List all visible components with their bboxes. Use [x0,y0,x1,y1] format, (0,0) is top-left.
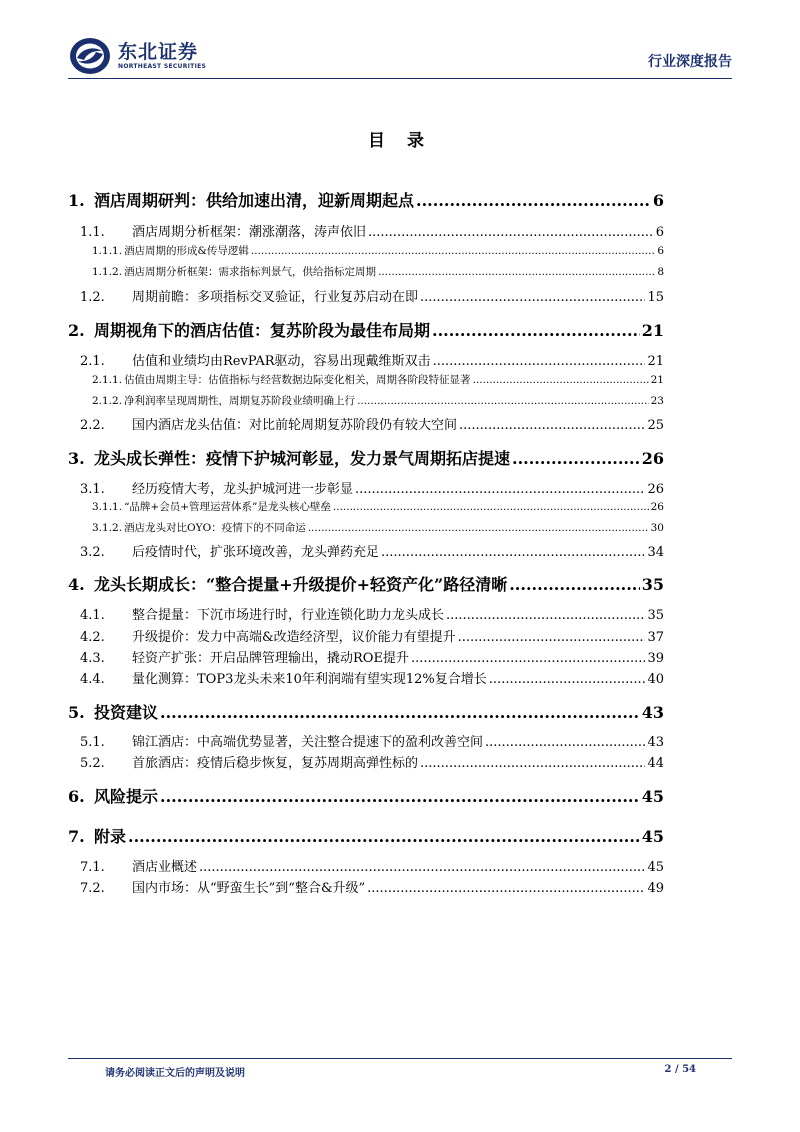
toc-entry-page: 45 [641,787,664,806]
toc-entry-level-2[interactable] [68,731,664,750]
toc-entry-page: 44 [647,756,664,771]
toc-entry-title: 龙头成长弹性：疫情下护城河彰显，发力景气周期拓店提速 [94,449,511,468]
toc-entry-level-2[interactable] [68,286,664,305]
toc-entry-number: 4.3. [80,651,105,666]
toc-entry-number: 7.1. [80,860,105,875]
toc-entry-page: 6 [657,245,664,257]
toc-entry-level-2[interactable] [68,626,664,645]
toc-entry-level-3[interactable] [68,499,664,514]
toc-entry-page: 30 [650,522,664,534]
toc-entry-title: 国内酒店龙头估值：对比前轮周期复苏阶段仍有较大空间 [132,418,458,433]
toc-dot-leader [357,395,649,407]
toc-entry-title: 升级提价：发力中高端&改造经济型，议价能力有望提升 [132,630,456,645]
toc-entry-number: 1.1.1. [92,245,123,257]
toc-entry-level-1[interactable] [68,446,664,469]
toc-entry-page: 26 [641,449,664,468]
toc-entry-title: 龙头长期成长：“整合提量+升级提价+轻资产化”路径清晰 [94,575,508,594]
toc-entry-page: 26 [647,482,664,497]
toc-entry-number: 5.2. [80,756,105,771]
toc-dot-leader [420,290,645,305]
toc-entry-level-3[interactable] [68,264,664,279]
toc-entry-level-2[interactable] [68,856,664,875]
toc-entry-level-3[interactable] [68,520,664,535]
toc-dot-leader [416,191,651,210]
toc-entry-number: 1.1. [80,225,105,240]
toc-dot-leader [368,225,654,240]
toc-entry-number: 5.1. [80,735,105,750]
toc-entry-title: 酒店周期研判：供给加速出清，迎新周期起点 [94,191,415,210]
toc-entry-page: 45 [647,860,664,875]
toc-entry-page: 26 [650,501,664,513]
toc-entry-title: 净利润率呈现周期性，周期复苏阶段业绩明确上行 [124,395,356,407]
toc-entry-number: 2.1.1. [92,374,123,386]
toc-entry-page: 35 [647,608,664,623]
toc-dot-leader [367,881,645,896]
toc-entry-level-2[interactable] [68,414,664,433]
toc-entry-title: 周期视角下的酒店估值：复苏阶段为最佳布局期 [94,321,431,340]
toc-entry-number: 3. [68,449,85,468]
toc-entry-title: 周期前瞻：多项指标交叉验证，行业复苏启动在即 [132,290,419,305]
toc-entry-number: 3.2. [80,545,105,560]
toc-dot-leader [509,575,640,594]
toc-entry-level-2[interactable] [68,541,664,560]
toc-entry-number: 4.1. [80,608,105,623]
toc-dot-leader [411,651,646,666]
toc-entry-title: 投资建议 [94,703,159,722]
footer-divider [68,1058,732,1059]
toc-dot-leader [458,630,646,645]
toc-entry-title: 量化测算：TOP3龙头未来10年利润端有望实现12%复合增长 [132,672,487,687]
toc-entry-title: 酒店龙头对比OYO：疫情下的不同命运 [124,522,306,534]
toc-entry-page: 34 [647,545,664,560]
toc-entry-level-2[interactable] [68,221,664,240]
logo-english-name: NORTHEAST SECURITIES [118,63,207,70]
toc-entry-page: 39 [647,651,664,666]
toc-dot-leader [459,418,645,433]
toc-dot-leader [160,703,640,722]
toc-dot-leader [378,266,655,278]
toc-entry-page: 15 [647,290,664,305]
toc-entry-page: 25 [647,418,664,433]
toc-entry-number: 4.2. [80,630,105,645]
toc-entry-number: 3.1.1. [92,501,123,513]
header-divider [68,78,732,79]
toc-entry-level-2[interactable] [68,604,664,623]
footer-disclaimer: 请务必阅读正文后的声明及说明 [105,1068,245,1079]
toc-entry-level-2[interactable] [68,647,664,666]
toc-entry-title: 轻资产扩张：开启品牌管理输出，撬动ROE提升 [132,651,409,666]
toc-entry-title: 经历疫情大考，龙头护城河进一步彰显 [132,482,354,497]
toc-entry-page: 45 [641,827,664,846]
toc-dot-leader [473,374,649,386]
page-header [0,0,800,80]
toc-entry-level-1[interactable] [68,784,664,807]
toc-entry-number: 4.4. [80,672,105,687]
toc-entry-page: 21 [647,354,664,369]
toc-entry-title: 整合提量：下沉市场进行时，行业连锁化助力龙头成长 [132,608,445,623]
toc-entry-title: 酒店周期的形成&传导逻辑 [124,245,249,257]
toc-entry-title: 锦江酒店：中高端优势显著，关注整合提速下的盈利改善空间 [132,735,484,750]
toc-entry-number: 2.2. [80,418,105,433]
toc-entry-page: 6 [652,191,664,210]
toc-dot-leader [251,245,655,257]
toc-entry-page: 21 [641,321,664,340]
toc-entry-number: 2.1.2. [92,395,123,407]
toc-entry-page: 21 [650,374,664,386]
toc-dot-leader [333,501,649,513]
toc-dot-leader [432,321,640,340]
toc-entry-title: 风险提示 [94,787,159,806]
toc-entry-level-1[interactable] [68,824,664,847]
toc-entry-number: 1.2. [80,290,105,305]
toc-entry-level-2[interactable] [68,752,664,771]
toc-entry-number: 1.1.2. [92,266,123,278]
toc-entry-level-3[interactable] [68,243,664,258]
toc-entry-page: 40 [647,672,664,687]
toc-entry-number: 3.1. [80,482,105,497]
company-logo [68,36,206,76]
toc-entry-page: 8 [657,266,664,278]
toc-entry-number: 1. [68,191,85,210]
toc-entry-level-1[interactable] [68,700,664,723]
toc-dot-leader [128,827,640,846]
toc-entry-title: “品牌+会员+管理运营体系”是龙头核心壁垒 [124,501,331,513]
toc-entry-level-2[interactable] [68,877,664,896]
toc-entry-page: 43 [647,735,664,750]
toc-entry-level-2[interactable] [68,478,664,497]
toc-entry-title: 酒店周期分析框架：潮涨潮落，涛声依旧 [132,225,367,240]
toc-dot-leader [160,787,640,806]
toc-entry-level-1[interactable] [68,318,664,341]
toc-entry-title: 首旅酒店：疫情后稳步恢复，复苏周期高弹性标的 [132,756,419,771]
toc-title: 目 录 [368,131,432,151]
toc-entry-number: 2.1. [80,354,105,369]
toc-entry-number: 2. [68,321,85,340]
toc-entry-title: 酒店业概述 [132,860,198,875]
toc-entry-page: 6 [655,225,664,240]
toc-entry-number: 7. [68,827,85,846]
toc-dot-leader [489,672,646,687]
toc-dot-leader [308,522,649,534]
toc-entry-title: 后疫情时代，扩张环境改善，龙头弹药充足 [132,545,380,560]
toc-dot-leader [420,756,645,771]
toc-entry-level-3[interactable] [68,372,664,387]
toc-dot-leader [485,735,645,750]
toc-entry-page: 23 [650,395,664,407]
toc-entry-page: 43 [641,703,664,722]
toc-entry-page: 35 [641,575,664,594]
toc-entry-level-1[interactable] [68,572,664,595]
toc-entry-level-1[interactable] [68,188,664,211]
toc-dot-leader [433,354,646,369]
toc-entry-title: 酒店周期分析框架：需求指标判景气，供给指标定周期 [124,266,377,278]
toc-entry-number: 4. [68,575,85,594]
report-type-label: 行业深度报告 [648,54,732,70]
toc-entry-level-2[interactable] [68,668,664,687]
toc-entry-title: 附录 [94,827,127,846]
page-indicator: 2 / 54 [664,1064,696,1075]
toc-entry-page: 37 [647,630,664,645]
toc-dot-leader [199,860,645,875]
toc-dot-leader [446,608,645,623]
toc-entry-level-3[interactable] [68,393,664,408]
toc-entry-number: 5. [68,703,85,722]
toc-dot-leader [381,545,645,560]
toc-entry-number: 3.1.2. [92,522,123,534]
toc-dot-leader [512,449,640,468]
toc-entry-title: 国内市场：从“野蛮生长”到“整合&升级” [132,881,366,896]
toc-entry-level-2[interactable] [68,350,664,369]
toc-entry-number: 6. [68,787,85,806]
toc-entry-number: 7.2. [80,881,105,896]
toc-entry-title: 估值和业绩均由RevPAR驱动，容易出现戴维斯双击 [132,354,431,369]
toc-entry-page: 49 [647,881,664,896]
toc-dot-leader [355,482,645,497]
northeast-securities-logo-icon [68,36,112,76]
toc-entry-title: 估值由周期主导：估值指标与经营数据边际变化相关，周期各阶段特征显著 [124,374,471,386]
logo-chinese-name: 东北证券 [118,41,199,63]
